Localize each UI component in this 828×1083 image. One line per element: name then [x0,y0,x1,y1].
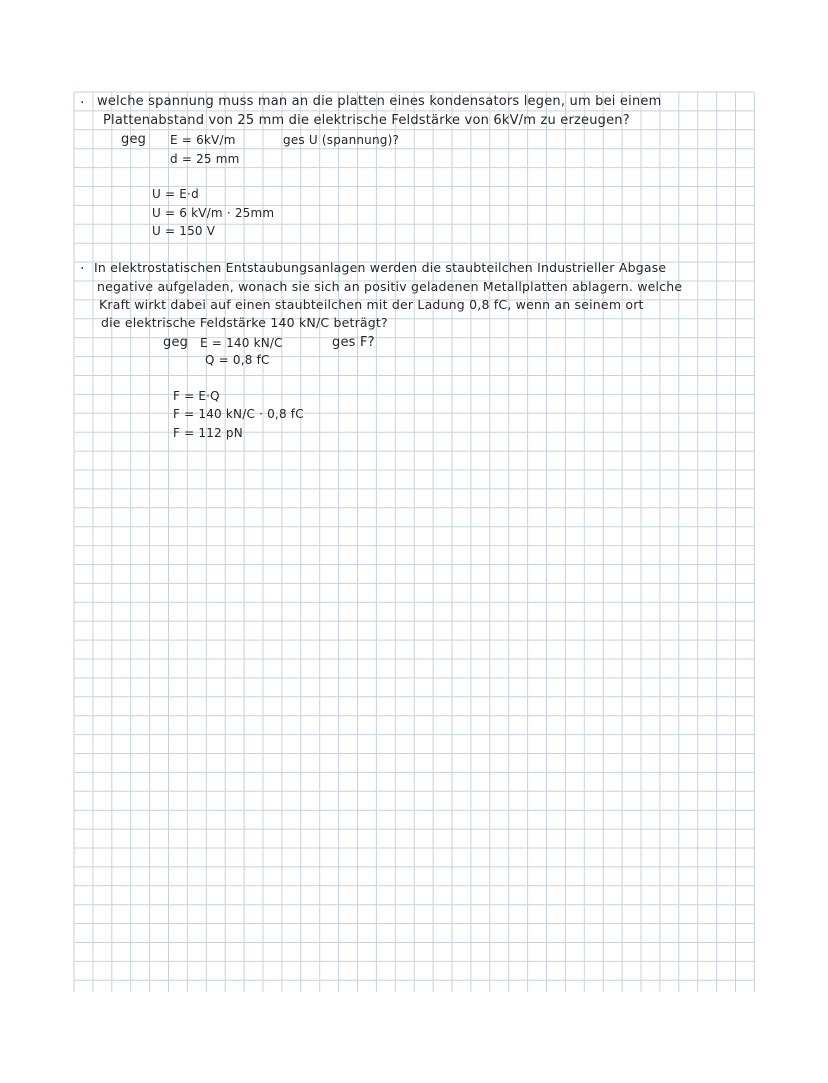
problem-1-substitution: U = 6 kV/m · 25mm [152,206,275,220]
problem-1-sought: ges U (spannung)? [283,133,400,147]
problem-2-question-line-4: die elektrische Feldstärke 140 kN/C beträgt? [101,315,388,330]
problem-1-given-label: geg [121,132,147,147]
bullet-problem-1: · [80,95,85,111]
bullet-problem-2: · [80,261,85,277]
problem-2-given-label: geg [163,335,189,350]
problem-2-given-e: E = 140 kN/C [200,336,283,350]
problem-1-result: U = 150 V [152,224,216,238]
problem-2-question-line-2: negative aufgeladen, wonach sie sich an positiv geladenen Metallplatten ablagern. welche [97,279,683,294]
problem-2-substitution: F = 140 kN/C · 0,8 fC [173,407,304,421]
problem-1-question-line-1: welche spannung muss man an die platten eines kondensators legen, um bei einem [97,94,662,109]
problem-1-formula: U = E·d [152,187,199,201]
problem-1-given-d: d = 25 mm [170,152,240,166]
problem-2-question-line-3: Kraft wirkt dabei auf einen staubteilchen mit der Ladung 0,8 fC, wenn an seinem ort [99,297,644,312]
problem-1-given-e: E = 6kV/m [170,133,236,147]
problem-2-result: F = 112 pN [173,426,243,440]
problem-2-sought: ges F? [332,335,375,350]
problem-2-given-q: Q = 0,8 fC [205,353,270,367]
problem-2-question-line-1: In elektrostatischen Entstaubungsanlagen werden die staubteilchen Industrieller Abgase [94,260,667,275]
problem-2-formula: F = E·Q [173,389,220,403]
problem-1-question-line-2: Plattenabstand von 25 mm die elektrische Feldstärke von 6kV/m zu erzeugen? [103,113,630,128]
